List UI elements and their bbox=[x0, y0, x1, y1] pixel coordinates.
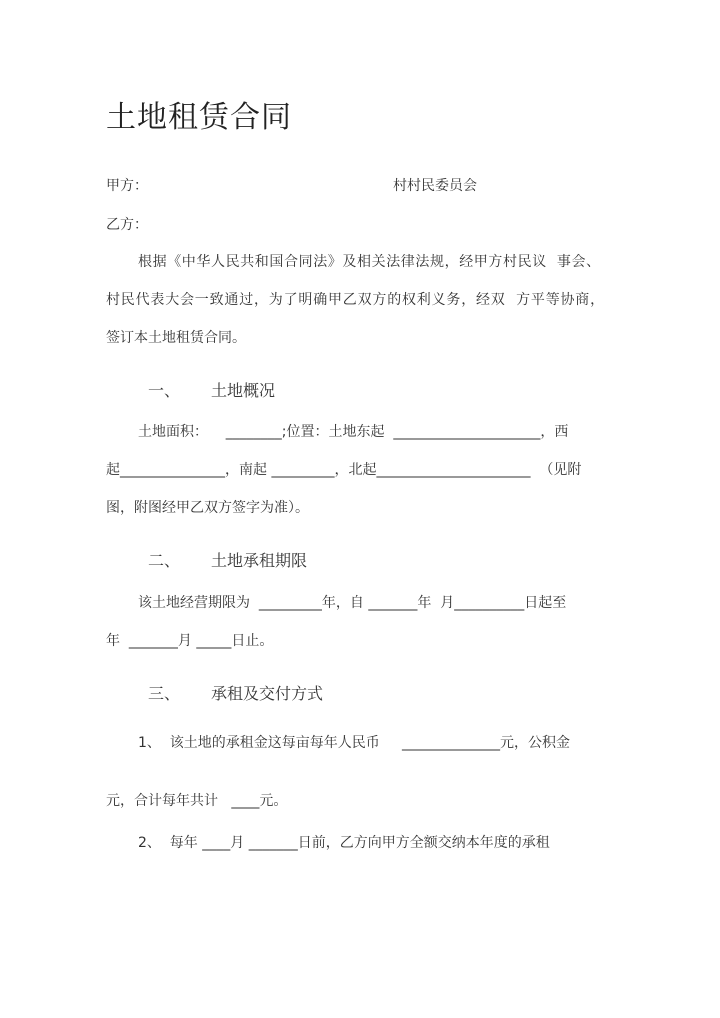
section-line: 起_______________，南起 _________，北起______________________ （见附 bbox=[106, 462, 582, 478]
section-number: 一、 bbox=[148, 381, 181, 400]
section-line: 1、 该土地的承租金这每亩每年人民币 ______________元，公积金 bbox=[138, 735, 571, 751]
intro-line: 根据《中华人民共和国合同法》及相关法律法规，经甲方村民议 事会、 bbox=[138, 254, 601, 270]
document-title: 土地租赁合同 bbox=[106, 100, 292, 135]
section-heading: 承租及交付方式 bbox=[211, 684, 324, 703]
section-line: 年 _______月 _____日止。 bbox=[106, 633, 274, 649]
section-line: 该土地经营期限为 _________年，自 _______年 月__________日起至 bbox=[138, 595, 567, 611]
section-number: 三、 bbox=[148, 684, 181, 703]
section-line: 图，附图经甲乙双方签字为准）。 bbox=[106, 500, 309, 516]
section-line: 2、 每年 ____月 _______日前，乙方向甲方全额交纳本年度的承租 bbox=[138, 835, 550, 851]
section-heading: 土地承租期限 bbox=[211, 551, 308, 570]
party-a-label: 甲方： bbox=[106, 178, 148, 194]
party-a-value: 村村民委员会 bbox=[393, 178, 477, 194]
section-line: 土地面积： ________;位置：土地东起 _____________________，西 bbox=[138, 424, 569, 440]
party-b-label: 乙方： bbox=[106, 217, 148, 233]
section-number: 二、 bbox=[148, 551, 181, 570]
section-heading: 土地概况 bbox=[211, 381, 276, 400]
section-line: 元，合计每年共计 ____元。 bbox=[106, 793, 288, 809]
intro-line: 村民代表大会一致通过，为了明确甲乙双方的权利义务，经双 方平等协商， bbox=[106, 292, 605, 308]
intro-line: 签订本土地租赁合同。 bbox=[106, 330, 246, 346]
